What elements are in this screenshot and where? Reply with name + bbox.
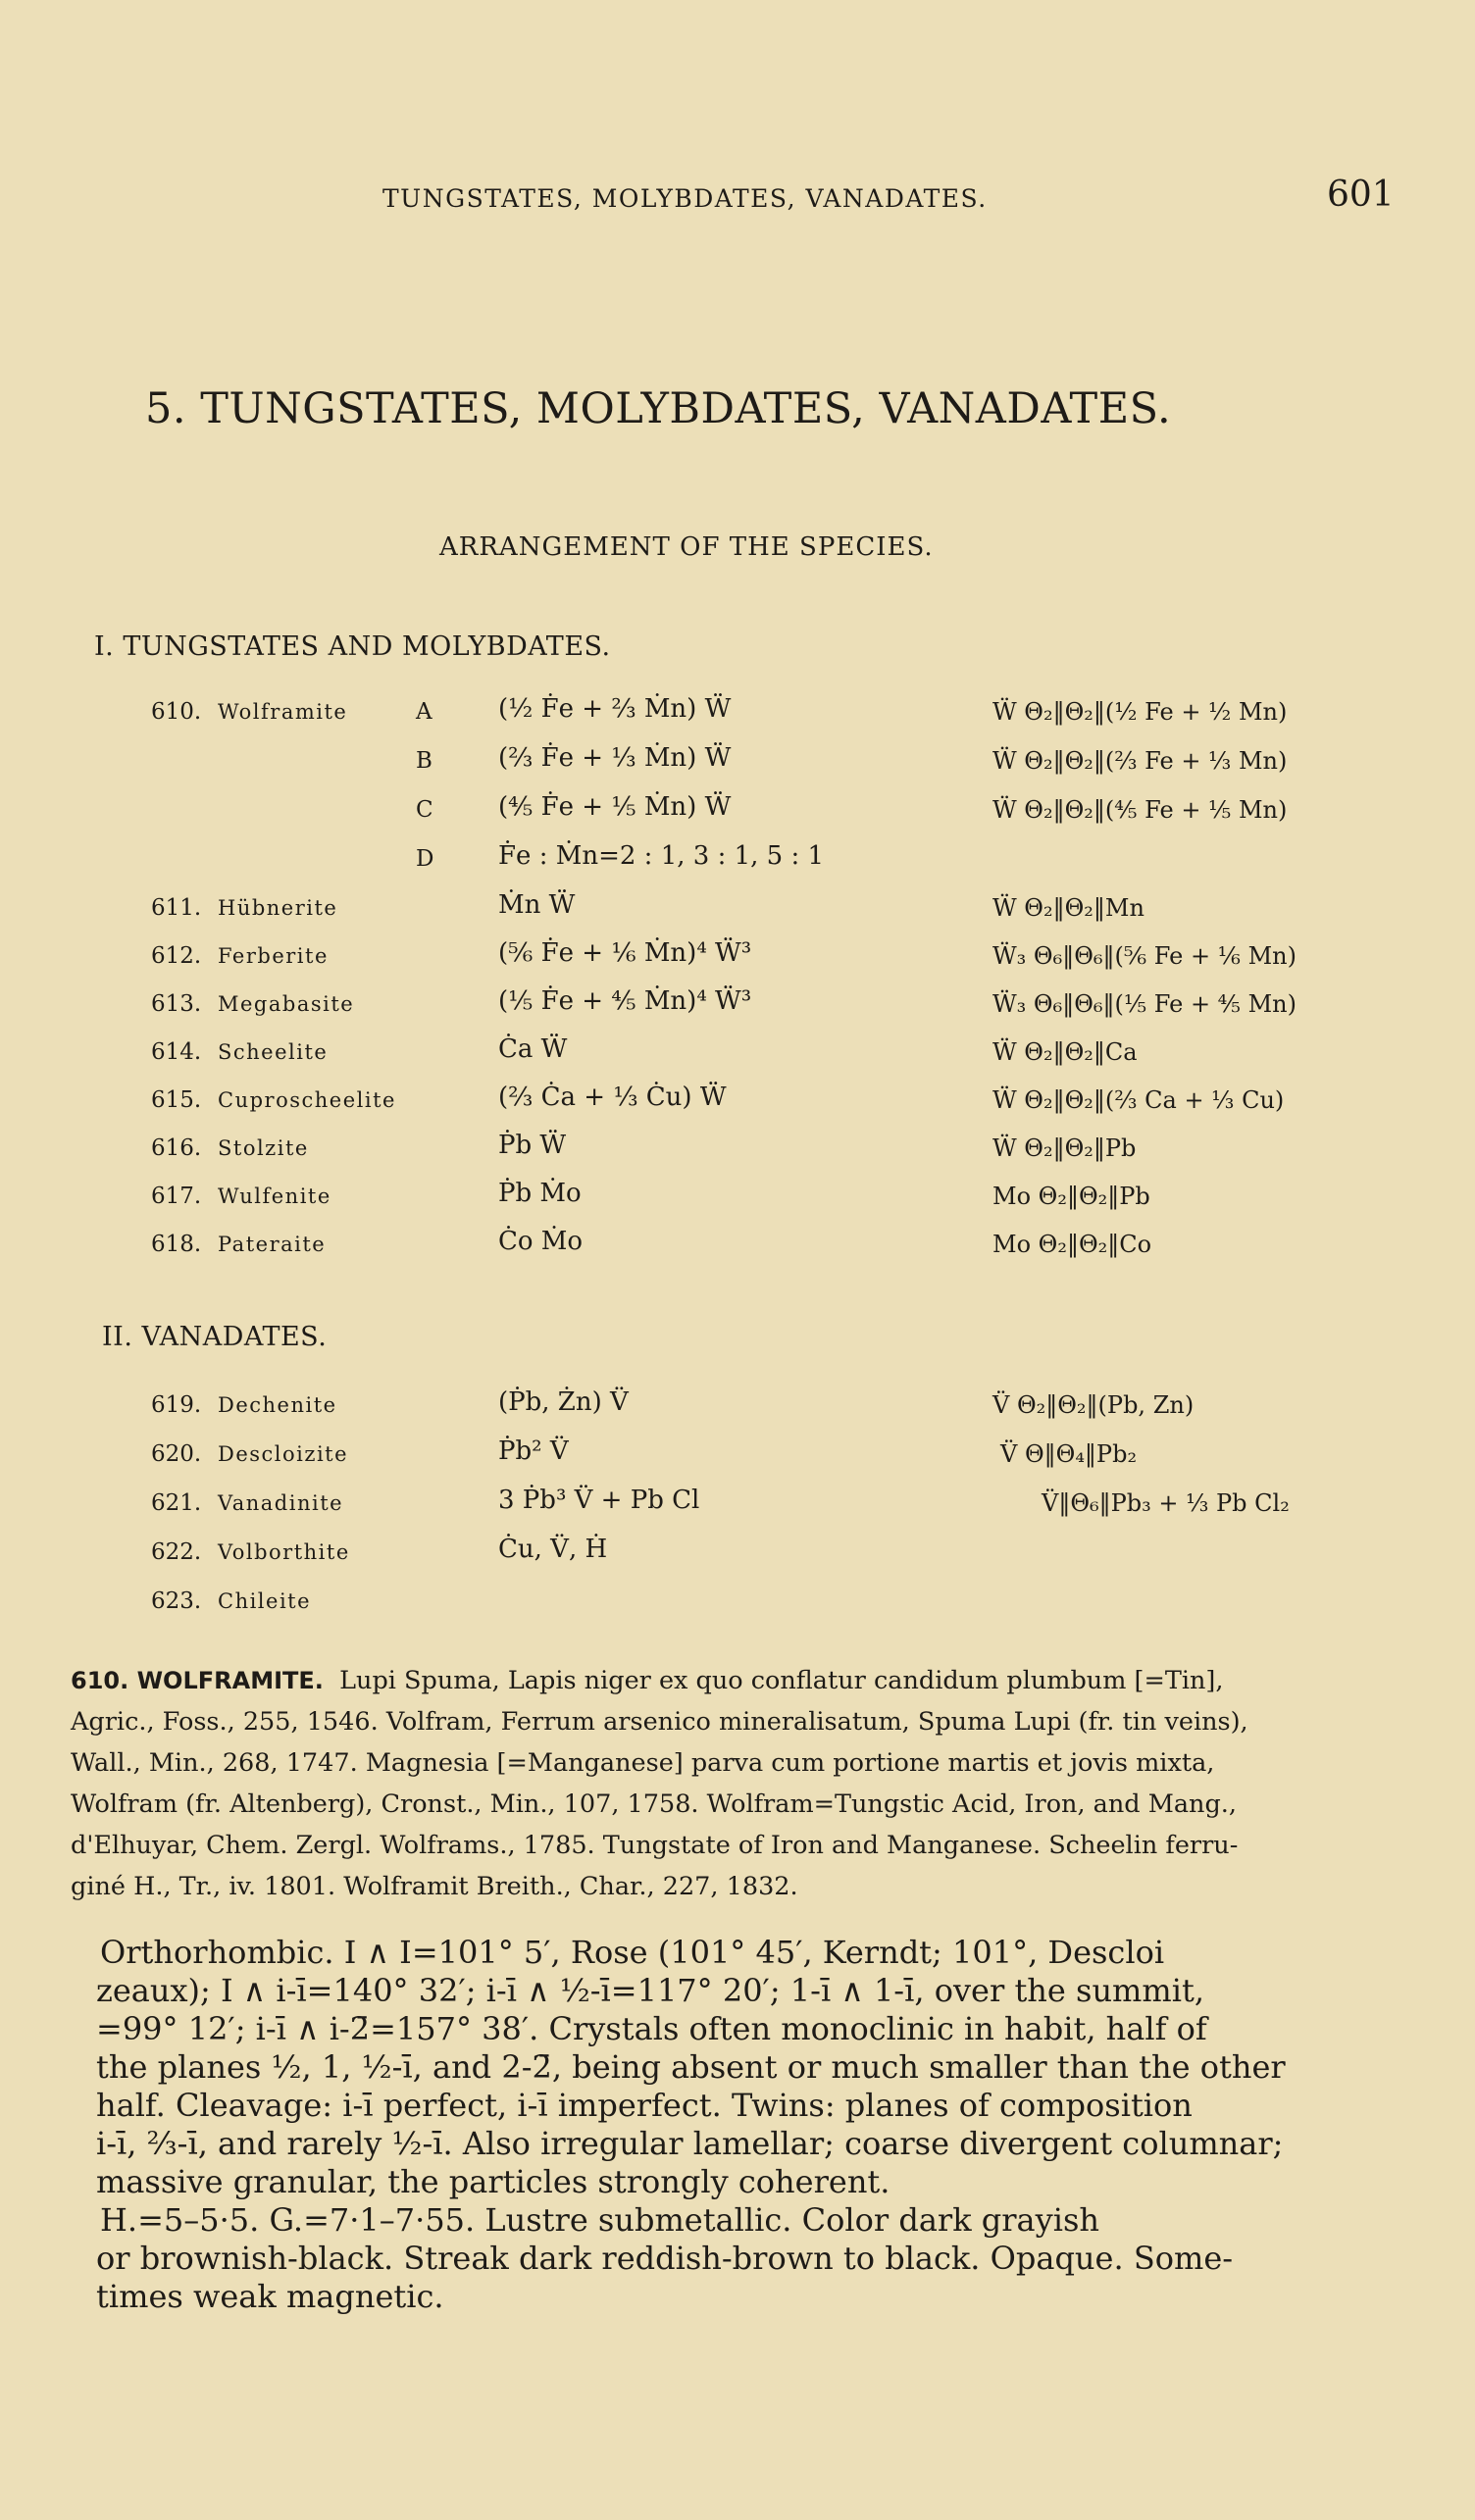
- species-variety: D: [416, 846, 434, 872]
- species-formula-new: Ẅ Θ₂‖Θ₂‖Mn: [992, 894, 1144, 922]
- species-name: Chileite: [218, 1589, 312, 1613]
- species-formula: Ḟe : Ṁn=2 : 1, 3 : 1, 5 : 1: [498, 841, 825, 871]
- species-formula-new: Ẅ Θ₂‖Θ₂‖(⅘ Fe + ⅕ Mn): [992, 796, 1288, 824]
- entry-label: 610. WOLFRAMITE.: [71, 1667, 324, 1694]
- running-head: TUNGSTATES, MOLYBDATES, VANADATES.: [382, 184, 988, 213]
- species-number: 613.: [151, 991, 202, 1017]
- text-line: half. Cleavage: i-ī perfect, i-ī imperfect. Twins: planes of composition: [96, 2087, 1193, 2124]
- species-number: 621.: [151, 1490, 202, 1516]
- species-number: 611.: [151, 895, 202, 921]
- species-name: Cuproscheelite: [218, 1088, 396, 1112]
- species-formula: (Ṗb, Żn) V̈: [498, 1387, 629, 1417]
- species-variety: B: [416, 748, 432, 774]
- species-formula: Ṗb Ẅ: [498, 1131, 567, 1160]
- synonymy-line: giné H., Tr., iv. 1801. Wolframit Breith., Char., 227, 1832.: [71, 1872, 798, 1901]
- species-formula: (½ Ḟe + ⅔ Ṁn) Ẅ: [498, 694, 732, 724]
- text-line: i-ī, ⅔-ī, and rarely ½-ī. Also irregular lamellar; coarse divergent columnar;: [96, 2125, 1284, 2162]
- crystallography-paragraph: [96, 1934, 1404, 2201]
- species-formula: Ċa Ẅ: [498, 1034, 568, 1064]
- species-formula: (⅔ Ḟe + ⅓ Ṁn) Ẅ: [498, 743, 732, 773]
- species-number: 616.: [151, 1135, 202, 1161]
- species-number: 612.: [151, 943, 202, 969]
- species-name: Descloizite: [218, 1442, 349, 1466]
- section-title: 5. TUNGSTATES, MOLYBDATES, VANADATES.: [145, 384, 1172, 433]
- text-line: =99° 12′; i-ī ∧ i-2̄=157° 38′. Crystals often monoclinic in habit, half of: [96, 2010, 1207, 2047]
- species-number: 622.: [151, 1539, 202, 1565]
- species-name: Wulfenite: [218, 1184, 331, 1208]
- text-line: zeaux); I ∧ i-ī=140° 32′; i-ī ∧ ½-ī=117° 20′; 1-ī ∧ 1-ī, over the summit,: [96, 1972, 1204, 2009]
- species-formula-new: Ẅ Θ₂‖Θ₂‖(⅔ Fe + ⅓ Mn): [992, 747, 1288, 775]
- species-formula: (⅚ Ḟe + ⅙ Ṁn)⁴ Ẅ³: [498, 938, 752, 968]
- text-line: massive granular, the particles strongly coherent.: [96, 2163, 890, 2200]
- page-number: 601: [1327, 175, 1395, 215]
- species-name: Vanadinite: [218, 1491, 344, 1515]
- species-name: Scheelite: [218, 1040, 329, 1064]
- species-number: 619.: [151, 1392, 202, 1418]
- species-formula-new: Mo Θ₂‖Θ₂‖Co: [992, 1231, 1152, 1258]
- species-formula: (⅘ Ḟe + ⅕ Ṁn) Ẅ: [498, 792, 732, 822]
- physical-properties-paragraph: [96, 2201, 1404, 2316]
- species-formula-new: Ẅ₃ Θ₆‖Θ₆‖(⅚ Fe + ⅙ Mn): [992, 942, 1297, 970]
- group-heading-vanadates: II. VANADATES.: [102, 1322, 328, 1352]
- species-number: 623.: [151, 1588, 202, 1614]
- species-formula-new: V̈ Θ₂‖Θ₂‖(Pb, Zn): [992, 1391, 1195, 1419]
- species-name: Pateraite: [218, 1233, 327, 1256]
- species-number: 614.: [151, 1039, 202, 1065]
- synonymy-paragraph: [71, 1660, 1404, 1907]
- species-formula: Ċu, V̈, Ḣ: [498, 1535, 608, 1564]
- species-formula-new: Ẅ Θ₂‖Θ₂‖(½ Fe + ½ Mn): [992, 698, 1288, 726]
- species-formula-new: Ẅ₃ Θ₆‖Θ₆‖(⅕ Fe + ⅘ Mn): [992, 990, 1297, 1018]
- species-name: Megabasite: [218, 992, 355, 1016]
- species-variety: C: [416, 797, 433, 823]
- species-formula: 3 Ṗb³ V̈ + Pb Cl: [498, 1486, 700, 1515]
- text-line: H.=5–5·5. G.=7·1–7·55. Lustre submetallic. Color dark grayish: [100, 2201, 1099, 2239]
- synonymy-line: Wall., Min., 268, 1747. Magnesia [=Manganese] parva cum portione martis et jovis mixta,: [71, 1748, 1215, 1778]
- species-number: 615.: [151, 1087, 202, 1113]
- species-formula-new: Ẅ Θ₂‖Θ₂‖Pb: [992, 1134, 1137, 1162]
- arrangement-title: ARRANGEMENT OF THE SPECIES.: [439, 532, 934, 562]
- text-line: Orthorhombic. I ∧ I=101° 5′, Rose (101° 45′, Kerndt; 101°, Descloi: [100, 1934, 1165, 1971]
- species-formula-new: Ẅ Θ₂‖Θ₂‖(⅔ Ca + ⅓ Cu): [992, 1086, 1285, 1114]
- species-name: Stolzite: [218, 1136, 309, 1160]
- species-number: 610.: [151, 699, 202, 725]
- species-name: Ferberite: [218, 944, 329, 968]
- text-line: times weak magnetic.: [96, 2278, 444, 2315]
- species-formula-new: Ẅ Θ₂‖Θ₂‖Ca: [992, 1038, 1138, 1066]
- species-number: 617.: [151, 1184, 202, 1209]
- species-number: 618.: [151, 1232, 202, 1257]
- species-name: Hübnerite: [218, 896, 338, 920]
- species-formula: (⅔ Ċa + ⅓ Ċu) Ẅ: [498, 1083, 727, 1112]
- text-line: the planes ½, 1, ½-ī, and 2-2̄, being absent or much smaller than the other: [96, 2048, 1286, 2086]
- synonymy-line: Agric., Foss., 255, 1546. Volfram, Ferrum arsenico mineralisatum, Spuma Lupi (fr. tin veins),: [71, 1707, 1248, 1737]
- synonymy-line: Lupi Spuma, Lapis niger ex quo conflatur candidum plumbum [=Tin],: [339, 1666, 1224, 1695]
- species-formula-new: Mo Θ₂‖Θ₂‖Pb: [992, 1183, 1150, 1210]
- species-formula: (⅕ Ḟe + ⅘ Ṁn)⁴ Ẅ³: [498, 986, 752, 1016]
- species-formula: Ċo Ṁo: [498, 1227, 584, 1256]
- species-formula: Ṗb Ṁo: [498, 1179, 582, 1208]
- species-name: Dechenite: [218, 1393, 337, 1417]
- synonymy-line: d'Elhuyar, Chem. Zergl. Wolframs., 1785. Tungstate of Iron and Manganese. Scheelin ferru-: [71, 1831, 1239, 1860]
- species-formula: Ṁn Ẅ: [498, 890, 576, 920]
- species-number: 620.: [151, 1441, 202, 1467]
- species-formula-new: V̈ Θ‖Θ₄‖Pb₂: [1000, 1440, 1138, 1468]
- text-line: or brownish-black. Streak dark reddish-brown to black. Opaque. Some-: [96, 2240, 1234, 2277]
- species-variety: A: [416, 699, 432, 725]
- species-formula-new: V̈‖Θ₆‖Pb₃ + ⅓ Pb Cl₂: [1042, 1489, 1290, 1517]
- group-heading-tungstates: I. TUNGSTATES AND MOLYBDATES.: [94, 631, 611, 662]
- synonymy-line: Wolfram (fr. Altenberg), Cronst., Min., 107, 1758. Wolfram=Tungstic Acid, Iron, and Mang.,: [71, 1789, 1238, 1819]
- species-formula: Ṗb² V̈: [498, 1436, 569, 1466]
- species-name: Volborthite: [218, 1540, 350, 1564]
- species-name: Wolframite: [218, 700, 348, 724]
